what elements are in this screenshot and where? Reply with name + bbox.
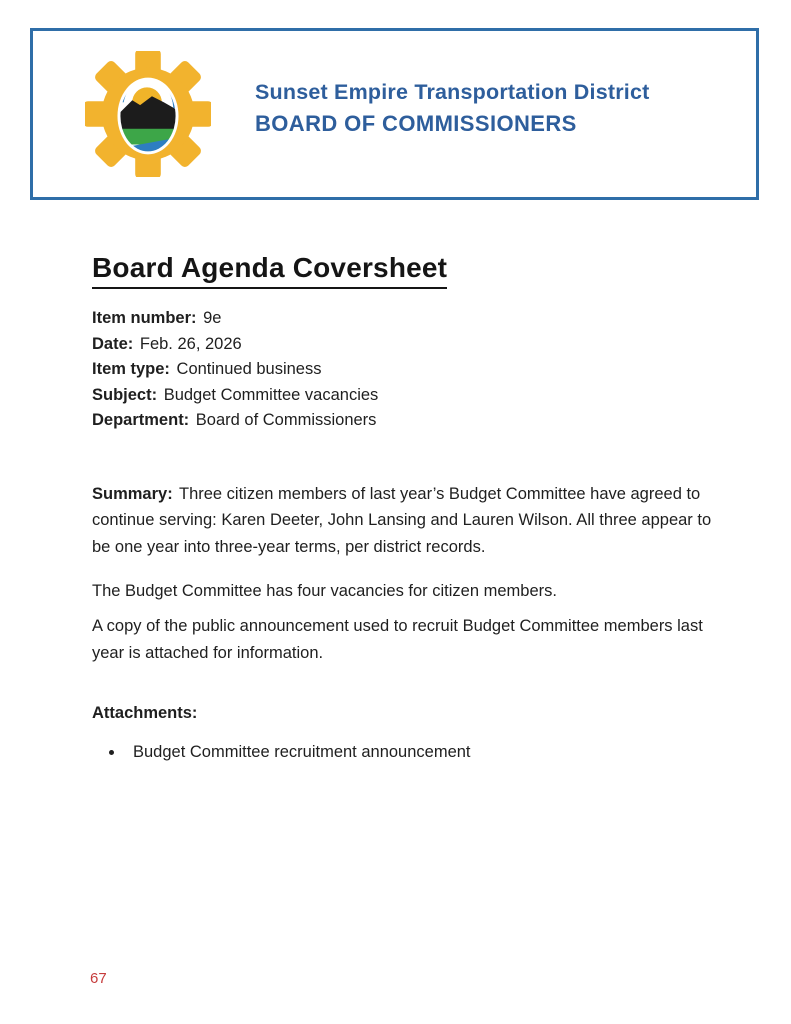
- field-value: Continued business: [176, 360, 322, 378]
- org-name: Sunset Empire Transportation District: [255, 80, 650, 104]
- summary-paragraph: [92, 481, 716, 561]
- org-subtitle: BOARD OF COMMISSIONERS: [255, 111, 577, 136]
- field-date: [92, 332, 716, 358]
- summary-label: Summary:: [92, 484, 173, 503]
- field-value: 9e: [203, 309, 222, 327]
- field-label: Date:: [92, 334, 134, 353]
- field-label: Item type:: [92, 360, 170, 378]
- document-title: Board Agenda Coversheet: [92, 252, 447, 289]
- field-value: Feb. 26, 2026: [139, 334, 242, 353]
- district-gear-logo-icon: [85, 51, 211, 177]
- letterhead-text: [255, 76, 649, 140]
- summary-text: Three citizen members of last year’s Budget Committee have agreed to continue serving: Karen Deeter, John Lansing and Lauren Wilson. All three appear to be one year into three-year terms, per district records.: [92, 484, 712, 556]
- field-item-type: [92, 357, 716, 383]
- field-department: [92, 408, 716, 434]
- field-label: Item number:: [92, 309, 197, 327]
- field-value: Board of Commissioners: [195, 411, 377, 429]
- field-label: Subject:: [92, 385, 158, 404]
- metadata-fields: [92, 306, 716, 434]
- field-subject: [92, 383, 716, 409]
- field-value: Budget Committee vacancies: [163, 385, 379, 404]
- page-number: 67: [90, 970, 107, 987]
- attachments-list: [92, 739, 716, 765]
- attachments-heading: Attachments:: [92, 703, 198, 722]
- field-label: Department:: [92, 411, 190, 429]
- letterhead: [30, 28, 759, 200]
- body-paragraph: A copy of the public announcement used to recruit Budget Committee members last year is attached for information.: [92, 617, 703, 663]
- body-paragraph: The Budget Committee has four vacancies for citizen members.: [92, 581, 557, 600]
- document-content: [92, 252, 716, 765]
- field-item-number: [92, 306, 716, 332]
- attachment-item: • Budget Committee recruitment announcement: [125, 739, 716, 765]
